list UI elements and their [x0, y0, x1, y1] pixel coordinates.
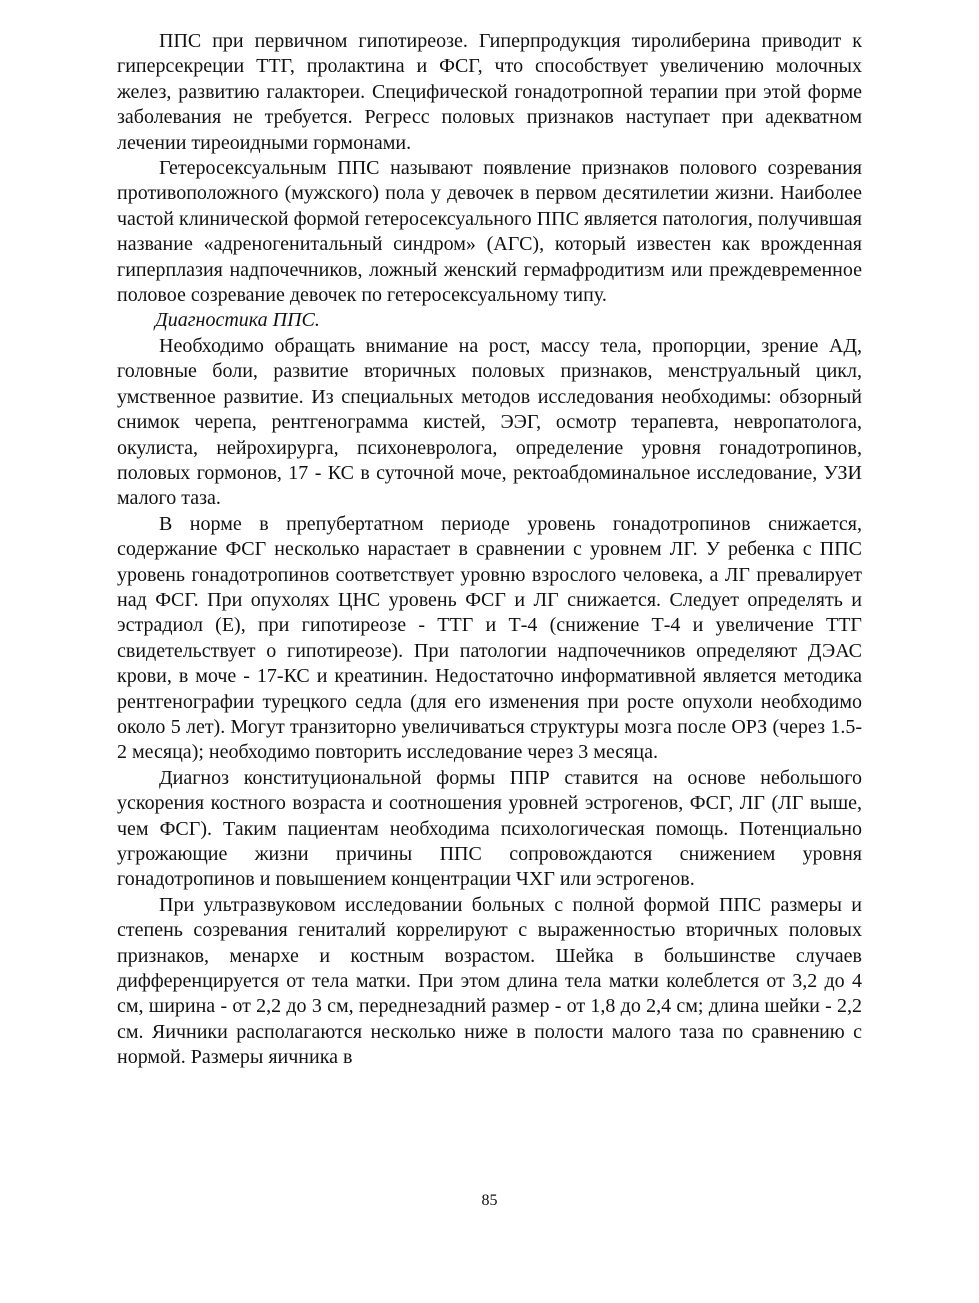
page-number: 85	[481, 1192, 498, 1209]
paragraph-examination-methods: Необходимо обращать внимание на рост, массу тела, пропорции, зрение АД, головные боли, развитие вторичных половых признаков, менструальный цикл, умственное развитие. Из специальных методов исследования необходимы: обзорный снимок черепа, рентгенограмма кистей, ЭЭГ, осмотр терапевта, невропатолога, окулиста, нейрохирурга, психоневролога, определение уровня гонадотропинов, половых гормонов, 17 - КС в суточной моче, ректоабдоминальное исследование, УЗИ малого таза.	[117, 334, 862, 510]
paragraph-gonadotropin-levels: В норме в препубертатном периоде уровень гонадотропинов снижается, содержание ФСГ несколько нарастает в сравнении с уровнем ЛГ. У ребенка с ППС уровень гонадотропинов соответствует уровню взрослого человека, а ЛГ превалирует над ФСГ. При опухолях ЦНС уровень ФСГ и ЛГ снижается. Следует определять и эстрадиол (Е), при гипотиреозе - ТТГ и Т-4 (снижение Т-4 и увеличение ТТГ свидетельствует о гипотиреозе). При патологии надпочечников определяют ДЭАС крови, в моче - 17-КС и креатинин. Недостаточно информативной является методика рентгенографии турецкого седла (для его изменения при росте опухоли необходимо около 5 лет). Могут транзиторно увеличиваться структуры мозга после ОРЗ (через 1.5-2 месяца); необходимо повторить исследование через 3 месяца.	[117, 512, 862, 764]
paragraph-heterosexual-pps: Гетеросексуальным ППС называют появление признаков полового созревания противоположного (мужского) пола у девочек в первом десятилетии жизни. Наиболее частой клинической формой гетеросексуального ППС является патология, получившая название «адреногенитальный синдром» (АГС), который известен как врожденная гиперплазия надпочечников, ложный женский гермафродитизм или преждевременное половое созревание девочек по гетеросексуальному типу.	[117, 157, 862, 307]
paragraph-ultrasound: При ультразвуковом исследовании больных с полной формой ППС размеры и степень созревания гениталий коррелируют с выраженностью вторичных половых признаков, менархе и костным возрастом. Шейка в большинстве случаев дифференцируется от тела матки. При этом длина тела матки колеблется от 3,2 до 4 см, ширина - от 2,2 до 3 см, переднезадний размер - от 1,8 до 2,4 см; длина шейки - 2,2 см. Яичники располагаются несколько ниже в полости малого таза по сравнению с нормой. Размеры яичника в	[117, 893, 862, 1069]
paragraph-pps-hypothyroidism: ППС при первичном гипотиреозе. Гиперпродукция тиролиберина приводит к гиперсекреции ТТГ, пролактина и ФСГ, что способствует увеличению молочных желез, развитию галактореи. Специфической гонадотропной терапии при этой форме заболевания не требуется. Регресс половых признаков наступает при адекватном лечении тиреоидными гормонами.	[117, 30, 862, 154]
paragraph-constitutional-form: Диагноз конституциональной формы ППР ставится на основе небольшого ускорения костного возраста и соотношения уровней эстрогенов, ФСГ, ЛГ (ЛГ выше, чем ФСГ). Таким пациентам необходима психологическая помощь. Потенциально угрожающие жизни причины ППС сопровождаются снижением уровня гонадотропинов и повышением концентрации ЧХГ или эстрогенов.	[117, 766, 862, 891]
page-body	[117, 29, 862, 1071]
section-heading-diagnostics: Диагностика ППС.	[155, 309, 320, 332]
